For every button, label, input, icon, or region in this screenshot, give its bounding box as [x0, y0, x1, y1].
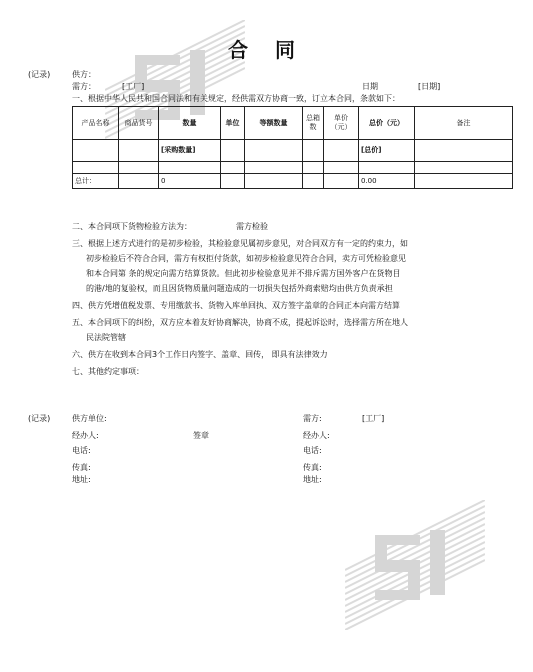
clause-2-label: 二、本合同项下货物检验方法为：	[72, 222, 192, 231]
table-cell: [总价]	[359, 140, 415, 162]
signature-buyer-label: 需方:	[303, 414, 322, 423]
table-cell	[303, 174, 324, 189]
header-cell: 等额数量	[245, 107, 303, 140]
table-cell	[73, 162, 119, 174]
header-cell: 总价（元）	[359, 107, 415, 140]
table-cell	[245, 140, 303, 162]
clause-3-line-1: 三、根据上述方式进行的是初步检验，其检验意见属初步意见，对合同双方有一定的约束力，如	[72, 239, 408, 248]
goods-table	[72, 106, 513, 189]
date-label: 日期	[362, 82, 378, 91]
clause-3-line-3: 和本合同第 条的规定向需方结算货款。但此初步检验意见并不排斥需方国外客户在货物目	[86, 269, 401, 278]
table-cell	[303, 140, 324, 162]
supplier-unit-label: 供方单位:	[72, 414, 107, 423]
table-cell	[221, 162, 245, 174]
supplier-phone-label: 电话:	[72, 446, 91, 455]
watermark-logo-bottom	[345, 500, 485, 630]
buyer-value: [工厂]	[122, 82, 145, 91]
table-cell: 总计：	[73, 174, 119, 189]
header-cell: 商品货号	[119, 107, 159, 140]
buyer-handler-label: 经办人:	[303, 431, 330, 440]
table-cell	[324, 140, 359, 162]
table-cell	[245, 162, 303, 174]
document-title: 合 同	[228, 38, 305, 62]
buyer-fax-label: 传真:	[303, 463, 322, 472]
table-total-row	[73, 174, 513, 189]
supplier-handler-label: 经办人:	[72, 431, 99, 440]
record-label: (记录)	[28, 70, 51, 79]
table-cell	[415, 174, 513, 189]
signature-record-label: (记录)	[28, 414, 51, 423]
buyer-label: 需方：	[72, 82, 96, 91]
table-cell	[221, 174, 245, 189]
table-cell	[119, 174, 159, 189]
table-cell	[119, 140, 159, 162]
buyer-address-label: 地址:	[303, 475, 322, 484]
table-cell	[119, 162, 159, 174]
table-cell: [采购数量]	[159, 140, 221, 162]
supplier-address-label: 地址:	[72, 475, 91, 484]
date-value: [日期]	[418, 82, 441, 91]
header-cell: 单位	[221, 107, 245, 140]
header-cell: 产品名称	[73, 107, 119, 140]
supplier-label: 供方：	[72, 70, 96, 79]
header-cell: 总箱数	[303, 107, 324, 140]
table-cell	[415, 140, 513, 162]
clause-7: 七、其他约定事项：	[72, 367, 144, 376]
clause-3-line-2: 初步检验后不符合合同，需方有权拒付货款，如初步检验意见符合合同，卖方可凭检验意见	[86, 254, 406, 263]
table-cell	[159, 162, 221, 174]
clause-6: 六、供方在收到本合同3个工作日内签字、盖章、回传， 即具有法律效力	[72, 350, 328, 359]
table-header-row	[73, 107, 513, 140]
table-row	[73, 162, 513, 174]
table-cell	[359, 162, 415, 174]
clause-4: 四、供方凭增值税发票、专用缴款书、货物入库单回执、双方签字盖章的合同正本向需方结算	[72, 301, 400, 310]
clause-3-line-4: 的港/地的复验权，而且因货物质量问题造成的一切损失包括外商索赔均由供方负责承担	[86, 284, 393, 293]
clause-2-value: 需方检验	[236, 222, 268, 231]
table-row	[73, 140, 513, 162]
header-cell: 备注	[415, 107, 513, 140]
table-cell	[303, 162, 324, 174]
table-cell	[221, 140, 245, 162]
table-cell: 0.00	[359, 174, 415, 189]
supplier-fax-label: 传真:	[72, 463, 91, 472]
table-cell: 0	[159, 174, 221, 189]
table-cell	[73, 140, 119, 162]
clause-5-line-2: 民法院管辖	[86, 333, 126, 342]
clause-1: 一、根据中华人民共和国合同法和有关规定，经供需双方协商一致，订立本合同，条款如下：	[72, 94, 400, 103]
table-cell	[415, 162, 513, 174]
table-cell	[245, 174, 303, 189]
table-cell	[324, 162, 359, 174]
header-cell: 数量	[159, 107, 221, 140]
stamp-label: 签章	[193, 431, 209, 440]
signature-buyer-value: [工厂]	[362, 414, 385, 423]
header-cell: 单价（元）	[324, 107, 359, 140]
buyer-phone-label: 电话:	[303, 446, 322, 455]
clause-5-line-1: 五、本合同项下的纠纷，双方应本着友好协商解决，协商不成，提起诉讼时，选择需方所在地人	[72, 318, 408, 327]
table-cell	[324, 174, 359, 189]
